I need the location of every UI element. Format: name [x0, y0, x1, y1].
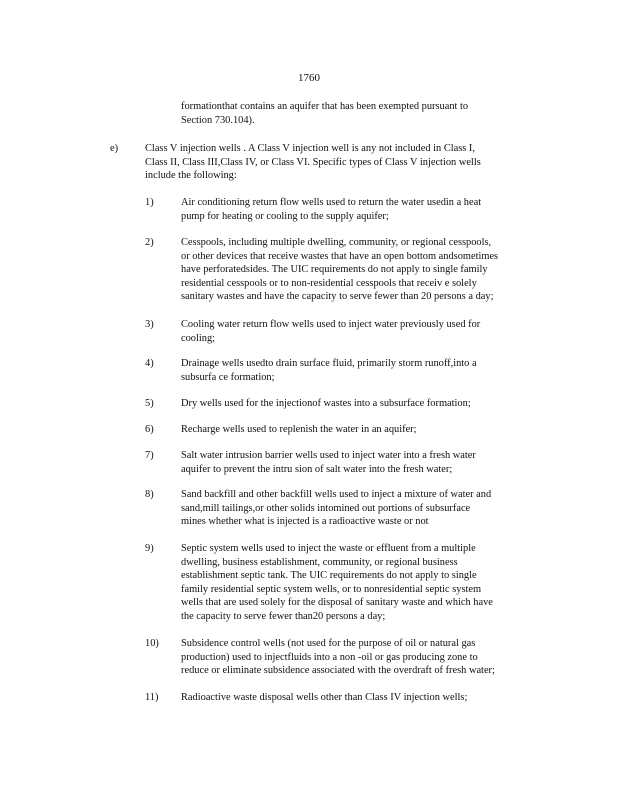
item-number: 9) [145, 543, 154, 554]
text-line: sand,mill tailings,or other solids intomined out portions of subsurface [181, 502, 471, 514]
item-text [181, 397, 537, 411]
item-text [181, 449, 537, 476]
text-line: Salt water intrusion barrier wells used to inject water into a fresh water [181, 450, 476, 461]
text-line: Section 730.104). [181, 114, 255, 126]
text-line: Drainage wells usedto drain surface fluid, primarily storm runoff,into a [181, 358, 477, 369]
item-text [181, 357, 537, 384]
text-line: aquifer to prevent the intru sion of salt water into the fresh water; [181, 463, 453, 475]
text-line: Class II, Class III,Class IV, or Class VI. Specific types of Class V injection wells [145, 156, 481, 168]
text-line: Recharge wells used to replenish the water in an aquifer; [181, 424, 417, 435]
text-line: have perforatedsides. The UIC requirements do not apply to single family [181, 264, 488, 276]
text-line: Cesspools, including multiple dwelling, community, or regional cesspools, [181, 237, 492, 248]
text-line: Dry wells used for the injectionof wastes into a subsurface formation; [181, 398, 471, 409]
text-line: reduce or eliminate subsidence associated with the overdraft of fresh water; [181, 665, 495, 677]
text-line: include the following: [145, 170, 237, 182]
text-line: formationthat contains an aquifer that has been exempted pursuant to [181, 101, 469, 112]
item-text [181, 691, 537, 705]
item-number: 7) [145, 450, 154, 461]
section-e-intro [145, 142, 533, 183]
text-line: Sand backfill and other backfill wells used to inject a mixture of water and [181, 489, 492, 500]
text-line: the capacity to serve fewer than20 persons a day; [181, 610, 386, 622]
item-number: 10) [145, 638, 159, 649]
text-line: Subsidence control wells (not used for the purpose of oil or natural gas [181, 638, 476, 649]
text-line: or other devices that receive wastes that have an open bottom andsometimes [181, 250, 499, 262]
text-line: cooling; [181, 332, 216, 344]
section-e-marker: e) [110, 143, 119, 154]
text-line: family residential septic system wells, or to nonresidential septic system [181, 583, 482, 595]
page-number: 1760 [298, 72, 320, 84]
text-line: dwelling, business establishment, community, or regional business [181, 556, 458, 568]
text-line: subsurfa ce formation; [181, 371, 275, 383]
text-line: wells that are used solely for the disposal of sanitary waste and which have [181, 597, 493, 609]
text-line: establishment septic tank. The UIC requirements do not apply to single [181, 570, 477, 582]
item-text [181, 542, 537, 624]
item-number: 11) [145, 692, 159, 703]
item-text [181, 488, 537, 529]
item-text [181, 318, 537, 345]
text-line: mines whether what is injected is a radioactive waste or not [181, 516, 429, 528]
text-line: Cooling water return flow wells used to inject water previously used for [181, 319, 481, 330]
item-text [181, 637, 537, 678]
text-line: residential cesspools or to non-residential cesspools that receiv e solely [181, 277, 477, 289]
text-line: Septic system wells used to inject the waste or effluent from a multiple [181, 543, 476, 554]
text-line: sanitary wastes and have the capacity to serve fewer than 20 persons a day; [181, 291, 494, 303]
item-number: 1) [145, 197, 154, 208]
item-text [181, 236, 537, 304]
item-number: 4) [145, 358, 154, 369]
item-text [181, 196, 537, 223]
text-line: Air conditioning return flow wells used to return the water usedin a heat [181, 197, 482, 208]
text-line: Class V injection wells . A Class V injection well is any not included in Class I, [145, 143, 475, 154]
continuation-paragraph [181, 100, 521, 127]
item-number: 3) [145, 319, 154, 330]
item-text [181, 423, 537, 437]
text-line: Radioactive waste disposal wells other than Class IV injection wells; [181, 692, 468, 703]
text-line: production) used to injectfluids into a non -oil or gas producing zone to [181, 651, 478, 663]
item-number: 8) [145, 489, 154, 500]
item-number: 5) [145, 398, 154, 409]
text-line: pump for heating or cooling to the supply aquifer; [181, 210, 389, 222]
item-number: 6) [145, 424, 154, 435]
item-number: 2) [145, 237, 154, 248]
